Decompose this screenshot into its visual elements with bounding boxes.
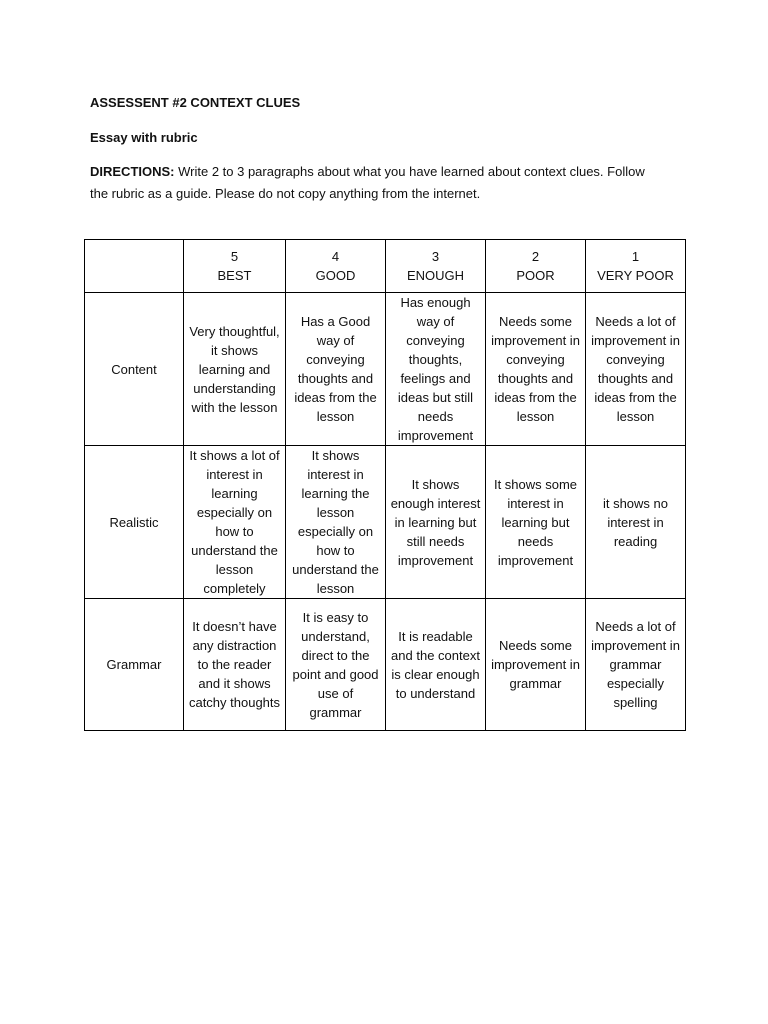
directions-line-1 [90,163,645,181]
rubric-cell: It shows interest in learning the lesson especially on how to understand the lesson [286,446,386,599]
header-cell [386,240,486,293]
rubric-cell: It is easy to understand, direct to the point and good use of grammar [286,599,386,731]
rubric-cell: Has enough way of conveying thoughts, feelings and ideas but still needs improvement [386,293,486,446]
rubric-row-content [85,293,686,446]
rubric-cell: Very thoughtful, it shows learning and understanding with the lesson [184,293,286,446]
rubric-corner-cell [85,240,184,293]
directions-text-1: Write 2 to 3 paragraphs about what you have learned about context clues. Follow [174,164,645,179]
header-cell [184,240,286,293]
rubric-cell: It doesn’t have any distraction to the reader and it shows catchy thoughts [184,599,286,731]
rubric-cell: It shows some interest in learning but needs improvement [486,446,586,599]
rubric-table [84,239,686,731]
rubric-cell: It shows a lot of interest in learning especially on how to understand the lesson completely [184,446,286,599]
rubric-cell: Needs a lot of improvement in grammar especially spelling [586,599,686,731]
rubric-row-grammar [85,599,686,731]
rubric-cell: It is readable and the context is clear enough to understand [386,599,486,731]
directions-line-2: the rubric as a guide. Please do not copy anything from the internet. [90,186,481,201]
rubric-cell: Needs some improvement in conveying thoughts and ideas from the lesson [486,293,586,446]
score-number: 1 [631,249,640,264]
header-cell [286,240,386,293]
rubric-header-row [85,240,686,293]
rubric-cell: it shows no interest in reading [586,446,686,599]
directions-label: DIRECTIONS: [90,164,175,179]
document-subtitle: Essay with rubric [90,130,198,145]
score-label: BEST [217,268,252,283]
score-label: GOOD [315,268,356,283]
score-number: 2 [531,249,540,264]
criterion-label: Grammar [85,599,184,731]
score-number: 3 [431,249,440,264]
rubric-cell: Needs a lot of improvement in conveying thoughts and ideas from the lesson [586,293,686,446]
score-label: ENOUGH [406,268,465,283]
score-label: VERY POOR [597,268,674,283]
rubric-row-realistic [85,446,686,599]
score-number: 5 [230,249,239,264]
header-cell [586,240,686,293]
document-title: ASSESSENT #2 CONTEXT CLUES [90,95,301,110]
score-number: 4 [331,249,340,264]
rubric-cell: Needs some improvement in grammar [486,599,586,731]
criterion-label: Content [85,293,184,446]
criterion-label: Realistic [85,446,184,599]
header-cell [486,240,586,293]
rubric-cell: Has a Good way of conveying thoughts and ideas from the lesson [286,293,386,446]
score-label: POOR [516,268,555,283]
rubric-cell: It shows enough interest in learning but still needs improvement [386,446,486,599]
